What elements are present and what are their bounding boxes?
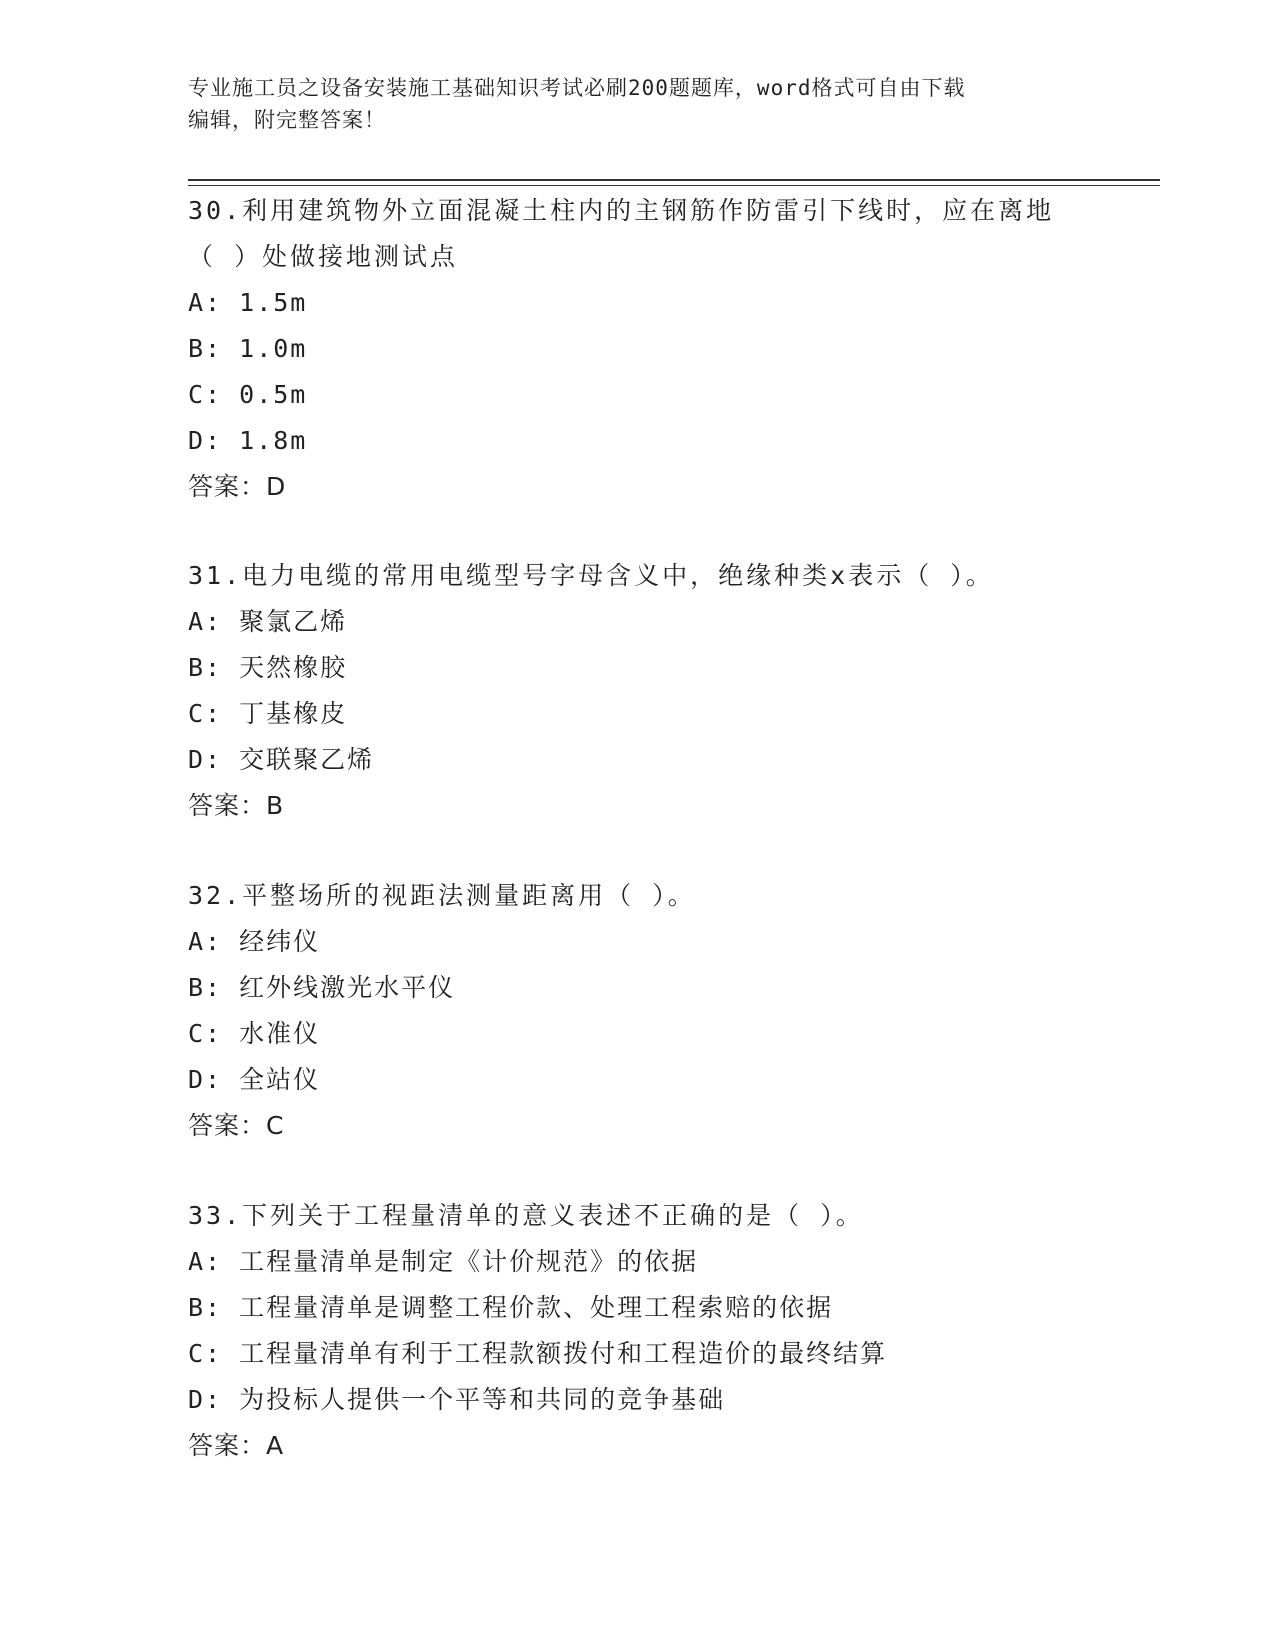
- option-a: A: 1.5m: [188, 288, 308, 317]
- option-d: D: 全站仪: [188, 1065, 321, 1094]
- option-d: D: 1.8m: [188, 426, 308, 455]
- question-31: [188, 553, 1088, 829]
- option-c: C: 水准仪: [188, 1019, 321, 1048]
- option-d: D: 为投标人提供一个平等和共同的竞争基础: [188, 1385, 726, 1414]
- header-divider-thin: [188, 185, 1160, 186]
- header-title-line-1: 专业施工员之设备安装施工基础知识考试必刷200题题库，word格式可自由下载: [188, 76, 966, 100]
- document-header: [188, 72, 1088, 136]
- option-d: D: 交联聚乙烯: [188, 745, 375, 774]
- option-c: C: 丁基橡皮: [188, 699, 348, 728]
- option-b: B: 工程量清单是调整工程价款、处理工程索赔的依据: [188, 1293, 834, 1322]
- option-b: B: 红外线激光水平仪: [188, 973, 456, 1002]
- answer-line: 答案：B: [188, 791, 285, 820]
- question-32: [188, 873, 1088, 1149]
- option-b: B: 天然橡胶: [188, 653, 348, 682]
- option-a: A: 聚氯乙烯: [188, 607, 348, 636]
- option-c: C: 0.5m: [188, 380, 308, 409]
- question-33: [188, 1193, 1088, 1469]
- question-stem-line-1: 31.电力电缆的常用电缆型号字母含义中，绝缘种类x表示（ ）。: [188, 561, 994, 590]
- option-a: A: 工程量清单是制定《计价规范》的依据: [188, 1247, 699, 1276]
- answer-line: 答案：D: [188, 472, 287, 501]
- option-c: C: 工程量清单有利于工程款额拨付和工程造价的最终结算: [188, 1339, 888, 1368]
- header-title-line-2: 编辑，附完整答案！: [188, 108, 386, 132]
- answer-line: 答案：C: [188, 1111, 285, 1140]
- question-30: [188, 188, 1088, 510]
- option-b: B: 1.0m: [188, 334, 308, 363]
- header-divider-thick: [188, 179, 1160, 181]
- answer-line: 答案：A: [188, 1431, 285, 1460]
- question-stem-line-2: （ ）处做接地测试点: [188, 242, 459, 271]
- question-stem-line-1: 33.下列关于工程量清单的意义表述不正确的是（ ）。: [188, 1201, 864, 1230]
- question-stem-line-1: 32.平整场所的视距法测量距离用（ ）。: [188, 881, 696, 910]
- question-stem-line-1: 30.利用建筑物外立面混凝土柱内的主钢筋作防雷引下线时，应在离地: [188, 196, 1055, 225]
- option-a: A: 经纬仪: [188, 927, 321, 956]
